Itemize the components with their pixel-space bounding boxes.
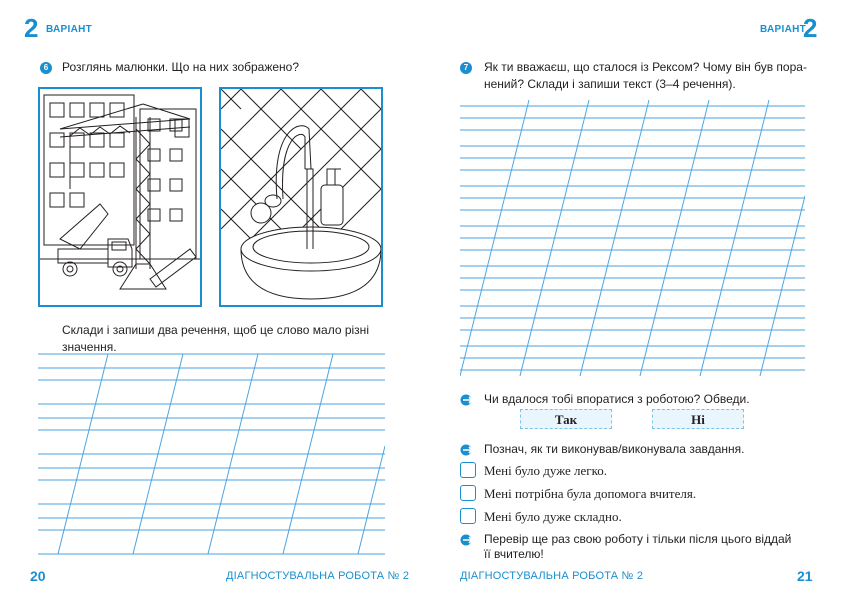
writing-area-left[interactable]	[38, 350, 385, 560]
self-check-question: Чи вдалося тобі впоратися з роботою? Обведи.	[484, 392, 750, 406]
faucet-picture	[219, 87, 383, 307]
task6-instruction-line1: Склади і запиши два речення, щоб це слово мало різні	[62, 323, 369, 337]
page-number-right: 21	[797, 568, 813, 584]
task6-prompt: Розглянь малюнки. Що на них зображено?	[62, 60, 300, 74]
ruled-lines-right	[460, 100, 805, 382]
option-hard-checkbox[interactable]	[460, 508, 476, 524]
final-instruction-line2: її вчителю!	[484, 547, 544, 561]
ruled-lines-left	[38, 350, 385, 560]
variant-label-left: ВАРІАНТ	[46, 24, 93, 35]
arrow-right-icon	[460, 534, 474, 546]
variant-number-left: 2	[24, 13, 39, 43]
task7-prompt-line2: нений? Склади і запиши текст (3–4 речення).	[484, 77, 736, 91]
option-hard-label: Мені було дуже складно.	[484, 509, 622, 524]
faucet-illustration-icon	[221, 89, 381, 305]
arrow-right-icon	[460, 394, 474, 406]
final-instruction-line1: Перевір ще раз свою роботу і тільки після цього віддай	[484, 532, 792, 546]
option-easy-label: Мені було дуже легко.	[484, 463, 608, 478]
variant-number-right: 2	[803, 13, 818, 43]
task-number-7: 7	[460, 62, 472, 74]
footer-title-left: ДІАГНОСТУВАЛЬНА РОБОТА № 2	[226, 570, 410, 582]
variant-label-right: ВАРІАНТ	[760, 24, 807, 35]
option-help-label: Мені потрібна була допомога вчителя.	[484, 486, 697, 501]
footer-title-right: ДІАГНОСТУВАЛЬНА РОБОТА № 2	[460, 570, 644, 582]
task7-prompt-line1: Як ти вважаєш, що сталося із Рексом? Чому він був пора-	[484, 60, 807, 74]
crane-picture	[38, 87, 202, 307]
mark-prompt: Познач, як ти виконував/виконувала завдання.	[484, 442, 745, 456]
writing-area-right[interactable]	[460, 100, 805, 382]
option-easy-checkbox[interactable]	[460, 462, 476, 478]
option-help-checkbox[interactable]	[460, 485, 476, 501]
crane-illustration-icon	[40, 89, 200, 305]
task-number-6: 6	[40, 62, 52, 74]
task6-instruction-line2: значення.	[62, 340, 117, 354]
page-number-left: 20	[30, 568, 46, 584]
arrow-right-icon	[460, 444, 474, 456]
yes-button[interactable]: Так	[520, 409, 612, 429]
no-button[interactable]: Ні	[652, 409, 744, 429]
